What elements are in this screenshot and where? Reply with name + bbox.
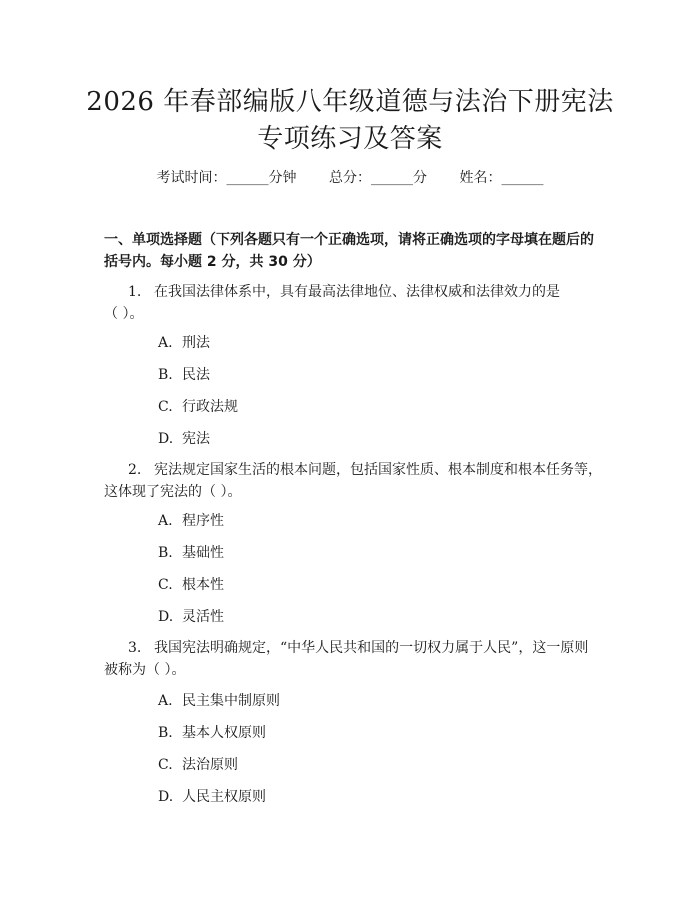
document-title-line-2: 专项练习及答案 — [257, 124, 443, 154]
option-text: 法治原则 — [182, 757, 238, 773]
question-1-option-a — [158, 333, 210, 353]
option-letter: A. — [158, 513, 173, 529]
option-text: 灵活性 — [182, 609, 224, 625]
question-3-option-d — [158, 787, 266, 807]
document-title-line-1: 2026 年春部编版八年级道德与法治下册宪法 — [86, 87, 614, 117]
option-text: 宪法 — [182, 431, 210, 447]
question-text: 在我国法律体系中，具有最高法律地位、法律权威和法律效力的是 — [154, 284, 560, 300]
question-2-option-d — [158, 607, 224, 627]
question-1-line-1 — [104, 281, 604, 303]
option-letter: B. — [158, 545, 173, 561]
question-2-line-1 — [104, 459, 604, 481]
question-text: 宪法规定国家生活的根本问题，包括国家性质、根本制度和根本任务等， — [154, 462, 602, 478]
question-1-line-2: （ ）。 — [104, 306, 144, 322]
option-text: 程序性 — [182, 513, 224, 529]
total-score-field: 总分：______分 — [329, 170, 427, 186]
question-1-option-d — [158, 429, 210, 449]
option-text: 基础性 — [182, 545, 224, 561]
option-text: 行政法规 — [182, 399, 238, 415]
option-letter: B. — [158, 725, 173, 741]
option-text: 人民主权原则 — [182, 789, 266, 805]
option-letter: D. — [158, 609, 174, 625]
question-2-line-2: 这体现了宪法的（ ）。 — [104, 484, 242, 500]
question-text: 我国宪法明确规定，“中华人民共和国的一切权力属于人民”，这一原则 — [154, 640, 589, 656]
section-heading-line-1: 一、单项选择题（下列各题只有一个正确选项，请将正确选项的字母填在题后的 — [104, 232, 594, 248]
option-letter: C. — [158, 577, 173, 593]
student-name-field: 姓名：______ — [459, 170, 544, 186]
option-text: 刑法 — [182, 335, 210, 351]
question-2-option-b — [158, 543, 224, 563]
exam-info — [0, 168, 700, 188]
option-letter: B. — [158, 367, 173, 383]
option-letter: A. — [158, 335, 173, 351]
question-number: 2. — [128, 462, 142, 478]
option-letter: C. — [158, 399, 173, 415]
section-heading-line-2: 括号内。每小题 2 分，共 30 分） — [104, 254, 321, 270]
question-3-option-b — [158, 723, 266, 743]
question-1-option-c — [158, 397, 238, 417]
question-3-line-2: 被称为（ ）。 — [104, 662, 186, 678]
option-letter: C. — [158, 757, 173, 773]
option-letter: A. — [158, 693, 173, 709]
question-1-option-b — [158, 365, 210, 385]
option-text: 基本人权原则 — [182, 725, 266, 741]
question-number: 1. — [128, 284, 142, 300]
option-letter: D. — [158, 431, 174, 447]
question-number: 3. — [128, 640, 142, 656]
question-3-line-1 — [104, 637, 604, 659]
option-text: 根本性 — [182, 577, 224, 593]
question-3-option-a — [158, 691, 280, 711]
question-2-option-c — [158, 575, 224, 595]
option-letter: D. — [158, 789, 174, 805]
exam-time-field: 考试时间：______分钟 — [156, 170, 297, 186]
option-text: 民法 — [182, 367, 210, 383]
question-3-option-c — [158, 755, 238, 775]
question-2-option-a — [158, 511, 224, 531]
option-text: 民主集中制原则 — [182, 693, 280, 709]
